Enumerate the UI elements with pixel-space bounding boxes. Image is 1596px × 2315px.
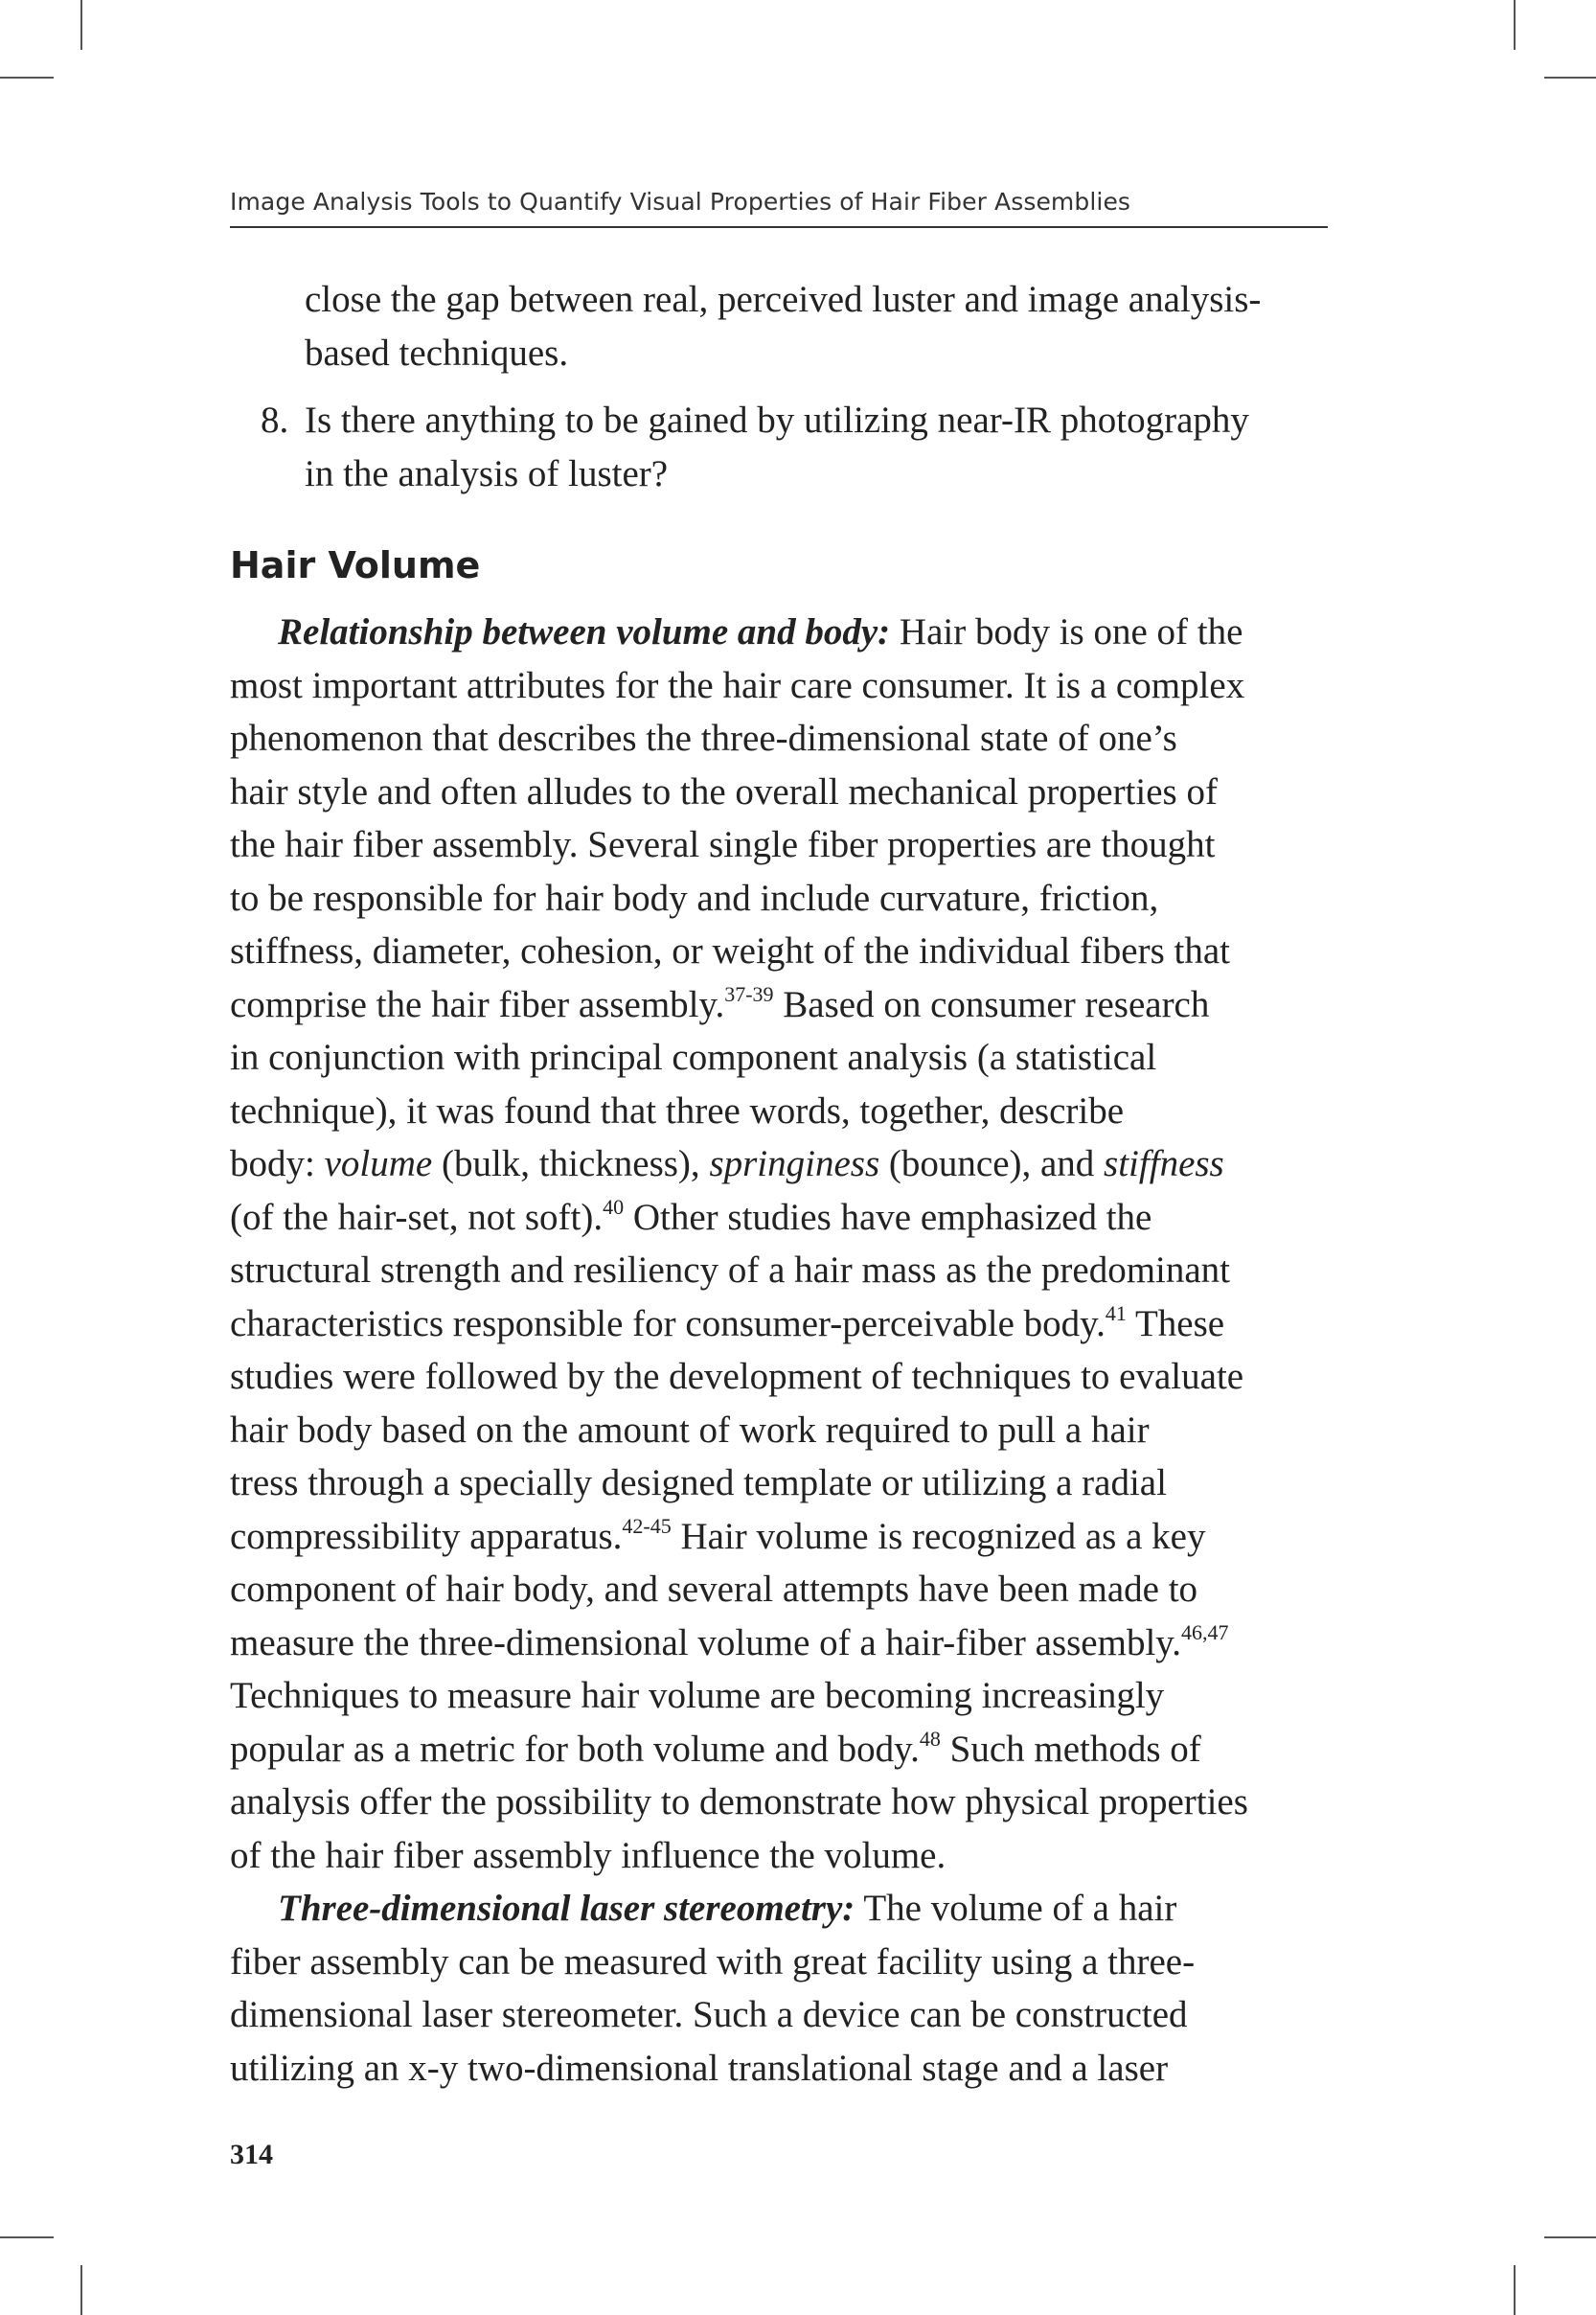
citation: 42-45 bbox=[622, 1513, 672, 1538]
paragraph-line: structural strength and resiliency of a hair mass as the predominant bbox=[230, 1249, 1231, 1291]
crop-mark bbox=[1514, 2265, 1516, 2315]
crop-mark bbox=[0, 77, 54, 79]
paragraph-line: (of the hair-set, not soft).$^{40}$ Other studies have emphasized the bbox=[230, 1194, 1152, 1238]
paragraph-line: most important attributes for the hair care consumer. It is a complex bbox=[230, 664, 1245, 706]
page-number: 314 bbox=[230, 2139, 273, 2170]
citation: 41 bbox=[1105, 1300, 1127, 1325]
paragraph-line: fiber assembly can be measured with great facility using a three- bbox=[230, 1940, 1196, 1983]
paragraph-line: Relationship between volume and body: Hair body is one of the bbox=[278, 611, 1243, 653]
citation: 46,47 bbox=[1181, 1619, 1229, 1644]
crop-mark bbox=[1544, 77, 1596, 79]
paragraph-line: hair body based on the amount of work required to pull a hair bbox=[230, 1409, 1150, 1451]
running-head: Image Analysis Tools to Quantify Visual Properties of Hair Fiber Assemblies bbox=[230, 188, 1131, 216]
paragraph-line: stiffness, diameter, cohesion, or weight of the individual fibers that bbox=[230, 930, 1230, 972]
running-head-rule bbox=[230, 226, 1328, 228]
paragraph-line: Techniques to measure hair volume are becoming increasingly bbox=[230, 1675, 1165, 1716]
citation: 48 bbox=[919, 1726, 941, 1751]
crop-mark bbox=[0, 2236, 54, 2238]
paragraph-line: popular as a metric for both volume and body.$^{48}$ Such methods of bbox=[230, 1726, 1201, 1770]
list-number: 8. bbox=[261, 400, 289, 441]
list-item-8-line: 8. Is there anything to be gained by utilizing near-IR photography bbox=[230, 394, 1328, 447]
run-in-heading: Three-dimensional laser stereometry: bbox=[278, 1888, 855, 1929]
paragraph-line: tress through a specially designed template or utilizing a radial bbox=[230, 1462, 1167, 1503]
paragraph-line: hair style and often alludes to the overall mechanical properties of bbox=[230, 770, 1218, 813]
paragraph-line: utilizing an x-y two-dimensional translational stage and a laser bbox=[230, 2047, 1169, 2089]
list-item-8-line: in the analysis of luster? bbox=[305, 452, 669, 494]
paragraph-line: of the hair fiber assembly influence the volume. bbox=[230, 1834, 946, 1876]
section-heading: Hair Volume bbox=[230, 544, 481, 586]
paragraph-line: characteristics responsible for consumer-perceivable body.$^{41}$ These bbox=[230, 1300, 1225, 1344]
list-block bbox=[230, 273, 1328, 500]
crop-mark bbox=[80, 0, 82, 50]
body-text bbox=[230, 606, 1328, 2095]
paragraph-line: to be responsible for hair body and include curvature, friction, bbox=[230, 877, 1159, 919]
paragraph-line: component of hair body, and several attempts have been made to bbox=[230, 1569, 1198, 1610]
crop-mark bbox=[1514, 0, 1516, 50]
list-continuation-line: close the gap between real, perceived luster and image analysis- bbox=[305, 279, 1262, 320]
citation: 37-39 bbox=[724, 981, 774, 1006]
paragraph-line: Three-dimensional laser stereometry: The volume of a hair bbox=[278, 1888, 1177, 1929]
paragraph-line: studies were followed by the development of techniques to evaluate bbox=[230, 1356, 1244, 1397]
paragraph-line: compressibility apparatus.$^{42-45}$ Hair volume is recognized as a key bbox=[230, 1513, 1206, 1557]
list-continuation-line: based techniques. bbox=[305, 332, 569, 374]
paragraph-line: measure the three-dimensional volume of a hair-fiber assembly.$^{46,47}$ bbox=[230, 1619, 1229, 1663]
citation: 40 bbox=[603, 1194, 625, 1219]
crop-mark bbox=[80, 2265, 82, 2315]
paragraph-line: technique), it was found that three words, together, describe bbox=[230, 1089, 1125, 1132]
crop-mark bbox=[1544, 2236, 1596, 2238]
run-in-heading: Relationship between volume and body: bbox=[278, 611, 891, 653]
paragraph-line: in conjunction with principal component analysis (a statistical bbox=[230, 1037, 1157, 1078]
paragraph-line: body: volume (bulk, thickness), springiness (bounce), and stiffness bbox=[230, 1143, 1224, 1184]
paragraph-line: dimensional laser stereometer. Such a device can be constructed bbox=[230, 1994, 1188, 2035]
paragraph-line: the hair fiber assembly. Several single fiber properties are thought bbox=[230, 824, 1216, 865]
paragraph-line: comprise the hair fiber assembly.$^{37-39}$ Based on consumer research bbox=[230, 981, 1210, 1025]
paragraph-line: analysis offer the possibility to demonstrate how physical properties bbox=[230, 1781, 1248, 1822]
paragraph-line: phenomenon that describes the three-dimensional state of one’s bbox=[230, 718, 1177, 759]
